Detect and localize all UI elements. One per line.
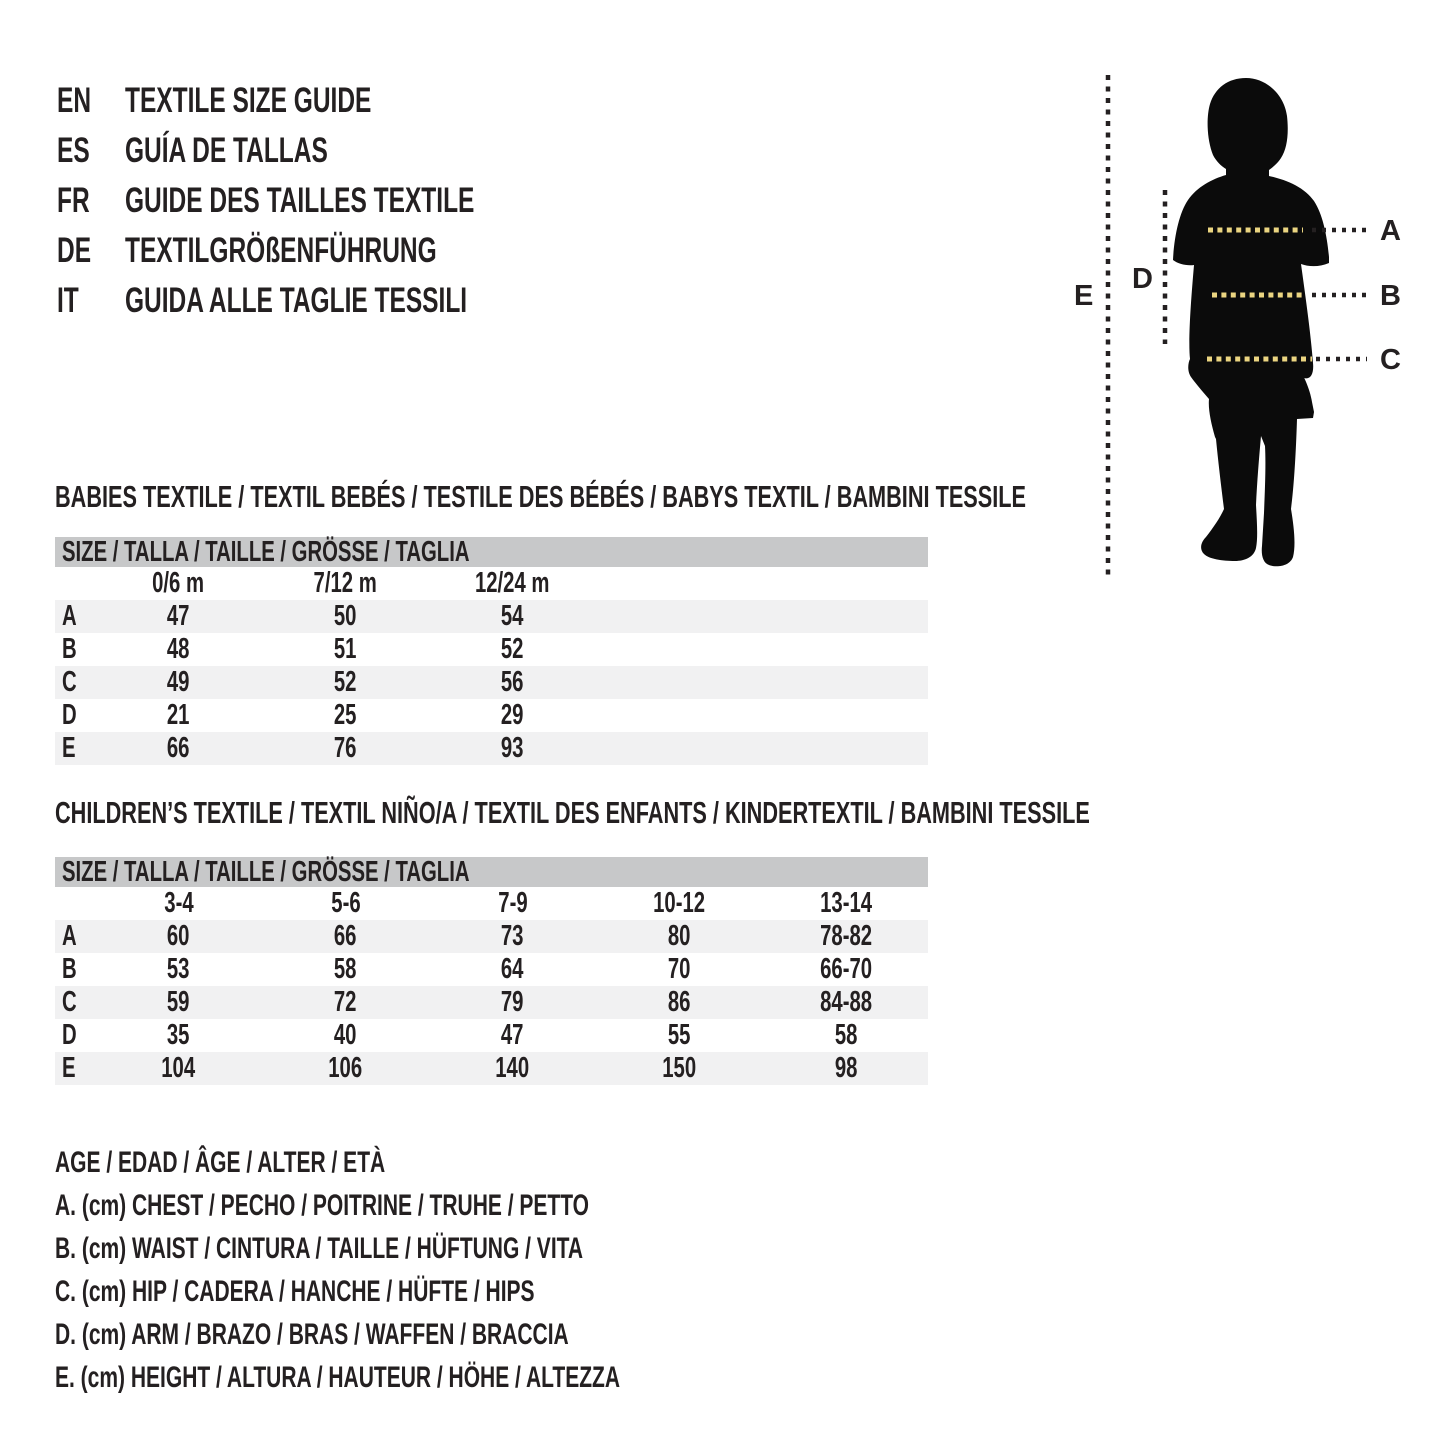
- title-it: GUIDA ALLE TAGLIE TESSILI: [125, 281, 468, 320]
- cell-value: 52: [334, 666, 357, 698]
- row-label: B: [62, 633, 77, 665]
- babies-col-0: 0/6 m: [152, 567, 205, 599]
- babies-row-c: [55, 666, 928, 699]
- babies-col-1: 7/12 m: [313, 567, 378, 599]
- cell-value: 60: [167, 920, 190, 952]
- title-es: GUÍA DE TALLAS: [125, 131, 328, 170]
- cell-value: 104: [161, 1052, 196, 1084]
- cell-value: 29: [501, 699, 524, 731]
- cell-value: 58: [334, 953, 357, 985]
- children-col-4: 13-14: [820, 887, 873, 919]
- figure-label-b: B: [1380, 280, 1401, 312]
- title-row-de: [57, 226, 624, 276]
- cell-value: 72: [334, 986, 357, 1018]
- row-label: B: [62, 953, 77, 985]
- child-silhouette: [1173, 78, 1329, 566]
- children-col-2: 7-9: [497, 887, 528, 919]
- row-label: A: [62, 600, 77, 632]
- children-col-3: 10-12: [653, 887, 706, 919]
- title-row-en: [57, 76, 624, 126]
- cell-value: 70: [668, 953, 691, 985]
- row-label: C: [62, 986, 77, 1018]
- cell-value: 79: [501, 986, 524, 1018]
- cell-value: 59: [167, 986, 190, 1018]
- title-en: TEXTILE SIZE GUIDE: [125, 81, 372, 120]
- row-label: D: [62, 699, 77, 731]
- legend-height: E. (cm) HEIGHT / ALTURA / HAUTEUR / HÖHE / ALTEZZA: [55, 1361, 621, 1394]
- babies-row-d: [55, 699, 928, 732]
- cell-value: 40: [334, 1019, 357, 1051]
- children-col-1: 5-6: [330, 887, 361, 919]
- title-row-it: [57, 276, 624, 326]
- figure-label-d: D: [1132, 263, 1153, 295]
- children-column-header-row: [55, 887, 928, 920]
- cell-value: 86: [668, 986, 691, 1018]
- measurement-legend: [55, 1141, 862, 1399]
- children-heading: CHILDREN’S TEXTILE / TEXTIL NIÑO/A / TEXTIL DES ENFANTS / KINDERTEXTIL / BAMBINI TESSILE: [55, 795, 1090, 830]
- cell-value: 21: [167, 699, 190, 731]
- children-table: [55, 857, 928, 1085]
- title-row-fr: [57, 176, 624, 226]
- children-row-e: [55, 1052, 928, 1085]
- babies-column-header-row: [55, 567, 928, 600]
- cell-value: 140: [495, 1052, 530, 1084]
- babies-size-header-bar: [55, 537, 928, 567]
- babies-row-a: [55, 600, 928, 633]
- cell-value: 106: [328, 1052, 363, 1084]
- cell-value: 64: [501, 953, 524, 985]
- cell-value: 93: [501, 732, 524, 764]
- legend-arm: D. (cm) ARM / BRAZO / BRAS / WAFFEN / BRACCIA: [55, 1318, 569, 1351]
- row-label: E: [62, 1052, 76, 1084]
- language-title-list: [57, 76, 624, 326]
- cell-value: 50: [334, 600, 357, 632]
- row-label: C: [62, 666, 77, 698]
- cell-value: 54: [501, 600, 524, 632]
- lang-code-fr: FR: [57, 181, 90, 220]
- cell-value: 76: [334, 732, 357, 764]
- babies-row-e: [55, 732, 928, 765]
- cell-value: 66: [167, 732, 190, 764]
- figure-label-e: E: [1074, 280, 1094, 312]
- cell-value: 98: [835, 1052, 858, 1084]
- legend-hip: C. (cm) HIP / CADERA / HANCHE / HÜFTE / HIPS: [55, 1275, 535, 1308]
- title-de: TEXTILGRÖßENFÜHRUNG: [125, 231, 437, 270]
- babies-col-2: 12/24 m: [475, 567, 550, 599]
- cell-value: 49: [167, 666, 190, 698]
- cell-value: 55: [668, 1019, 691, 1051]
- cell-value: 35: [167, 1019, 190, 1051]
- cell-value: 56: [501, 666, 524, 698]
- cell-value: 53: [167, 953, 190, 985]
- cell-value: 52: [501, 633, 524, 665]
- cell-value: 47: [501, 1019, 524, 1051]
- cell-value: 66-70: [820, 953, 873, 985]
- children-col-0: 3-4: [163, 887, 194, 919]
- cell-value: 80: [668, 920, 691, 952]
- legend-waist: B. (cm) WAIST / CINTURA / TAILLE / HÜFTUNG / VITA: [55, 1232, 584, 1265]
- figure-label-c: C: [1380, 344, 1401, 376]
- cell-value: 51: [334, 633, 357, 665]
- children-size-header-bar: [55, 857, 928, 887]
- cell-value: 47: [167, 600, 190, 632]
- legend-chest: A. (cm) CHEST / PECHO / POITRINE / TRUHE / PETTO: [55, 1189, 590, 1222]
- cell-value: 84-88: [820, 986, 873, 1018]
- legend-age: AGE / EDAD / ÂGE / ALTER / ETÀ: [55, 1146, 386, 1179]
- children-size-header-text: SIZE / TALLA / TAILLE / GRÖSSE / TAGLIA: [62, 855, 470, 888]
- row-label: A: [62, 920, 77, 952]
- measurement-figure: [1060, 60, 1420, 590]
- lang-code-es: ES: [57, 131, 90, 170]
- children-row-b: [55, 953, 928, 986]
- cell-value: 48: [167, 633, 190, 665]
- title-row-es: [57, 126, 624, 176]
- children-row-c: [55, 986, 928, 1019]
- babies-size-header-text: SIZE / TALLA / TAILLE / GRÖSSE / TAGLIA: [62, 535, 470, 568]
- row-label: E: [62, 732, 76, 764]
- lang-code-en: EN: [57, 81, 92, 120]
- lang-code-de: DE: [57, 231, 92, 270]
- babies-heading: BABIES TEXTILE / TEXTIL BEBÉS / TESTILE DES BÉBÉS / BABYS TEXTIL / BAMBINI TESSILE: [55, 479, 1027, 514]
- cell-value: 25: [334, 699, 357, 731]
- cell-value: 58: [835, 1019, 858, 1051]
- cell-value: 66: [334, 920, 357, 952]
- lang-code-it: IT: [57, 281, 79, 320]
- row-label: D: [62, 1019, 77, 1051]
- children-row-a: [55, 920, 928, 953]
- babies-table: [55, 537, 928, 765]
- babies-row-b: [55, 633, 928, 666]
- figure-label-a: A: [1380, 215, 1401, 247]
- cell-value: 150: [662, 1052, 697, 1084]
- cell-value: 78-82: [820, 920, 873, 952]
- children-row-d: [55, 1019, 928, 1052]
- cell-value: 73: [501, 920, 524, 952]
- title-fr: GUIDE DES TAILLES TEXTILE: [125, 181, 475, 220]
